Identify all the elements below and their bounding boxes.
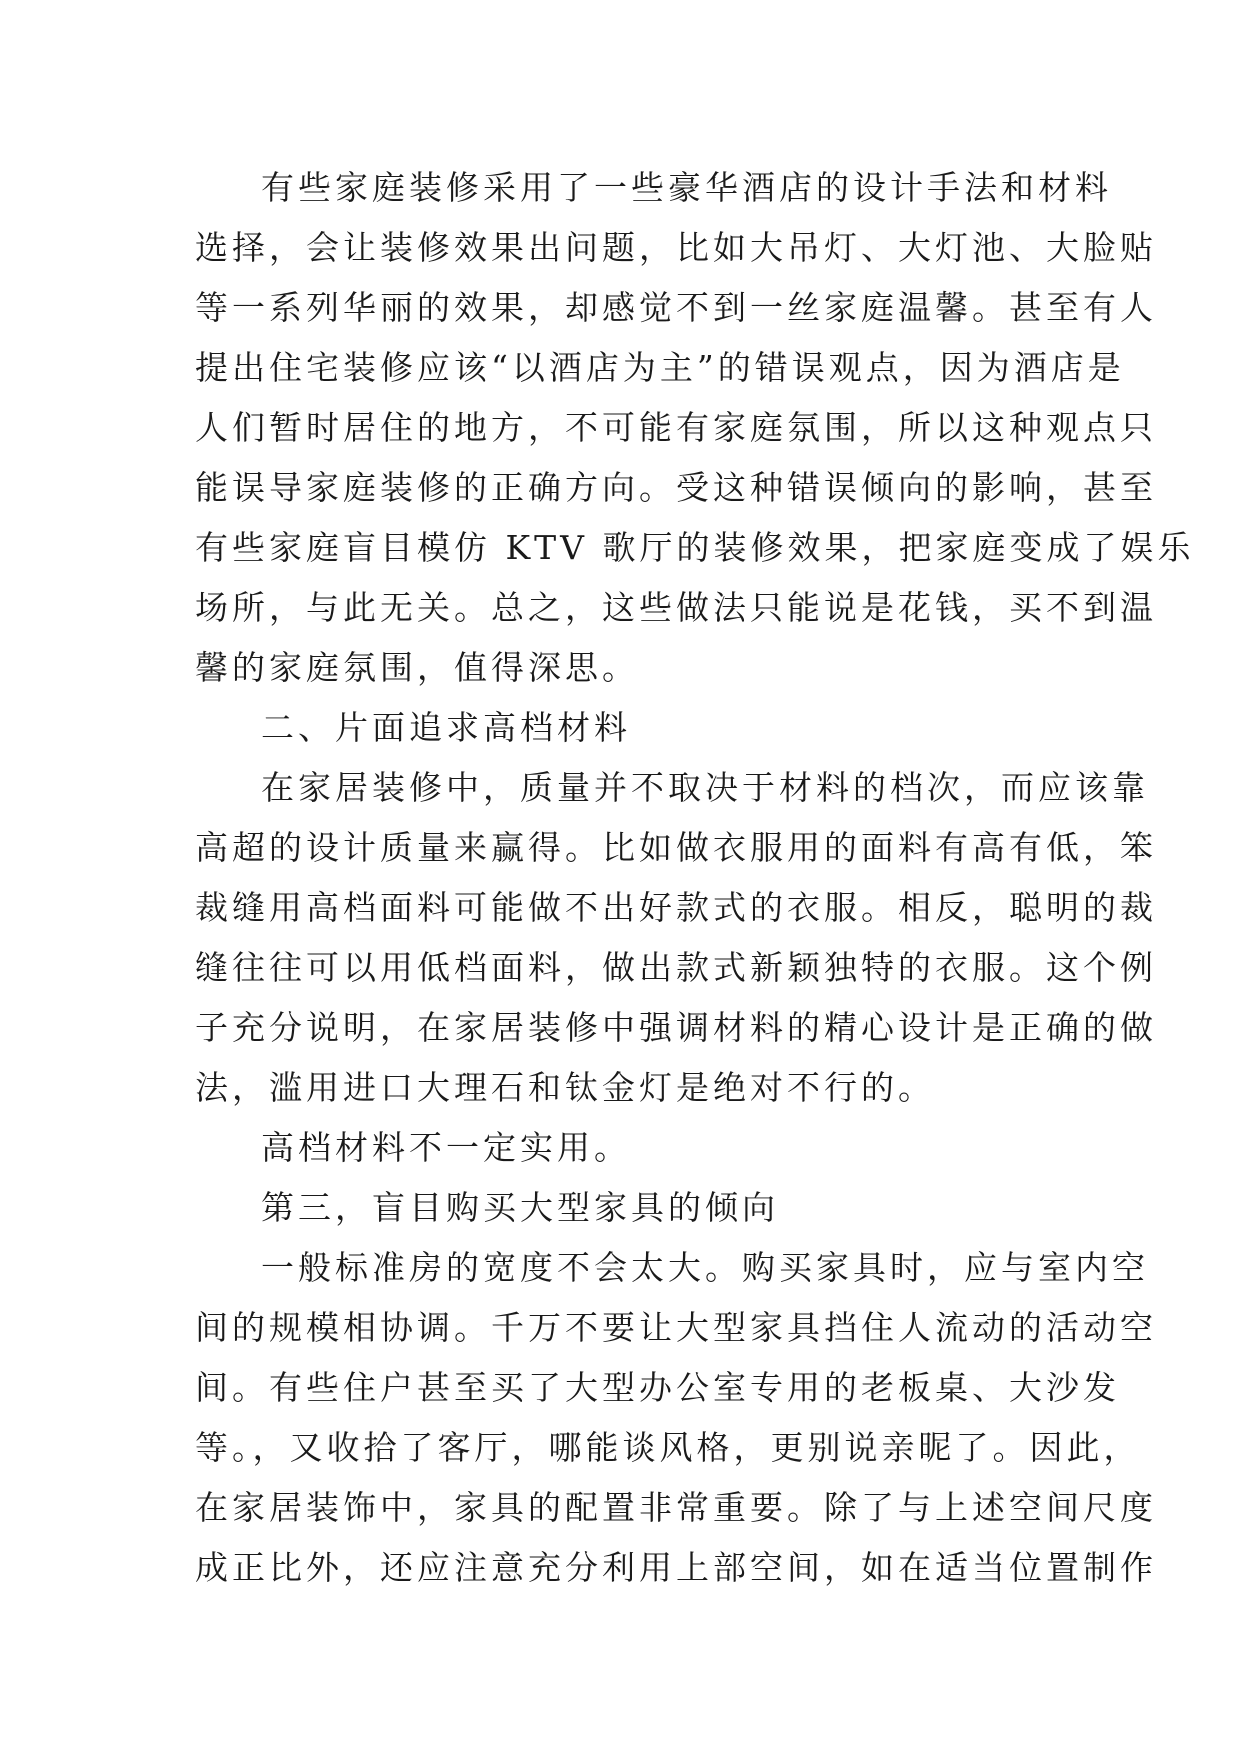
text-line: 间。有些住户甚至买了大型办公室专用的老板桌、大沙发 bbox=[195, 1368, 1120, 1407]
text-line: 场所，与此无关。总之，这些做法只能说是花钱，买不到温 bbox=[195, 588, 1157, 627]
text-line: 等一系列华丽的效果，却感觉不到一丝家庭温馨。甚至有人 bbox=[195, 288, 1157, 327]
text-line: 间的规模相协调。千万不要让大型家具挡住人流动的活动空 bbox=[195, 1308, 1157, 1347]
text-line: 提出住宅装修应该“以酒店为主”的错误观点，因为酒店是 bbox=[195, 348, 1125, 387]
text-line: 有些家庭盲目模仿 KTV 歌厅的装修效果，把家庭变成了娱乐 bbox=[195, 528, 1195, 567]
text-line: 能误导家庭装修的正确方向。受这种错误倾向的影响，甚至 bbox=[195, 468, 1157, 507]
text-line: 裁缝用高档面料可能做不出好款式的衣服。相反，聪明的裁 bbox=[195, 888, 1157, 927]
text-line: 二、片面追求高档材料 bbox=[261, 708, 631, 747]
text-line: 一般标准房的宽度不会太大。购买家具时，应与室内空 bbox=[261, 1248, 1149, 1287]
text-line: 高档材料不一定实用。 bbox=[261, 1128, 631, 1167]
text-line: 在家居装饰中，家具的配置非常重要。除了与上述空间尺度 bbox=[195, 1488, 1157, 1527]
text-line: 等。，又收拾了客厅，哪能谈风格，更别说亲昵了。因此， bbox=[195, 1428, 1141, 1467]
text-line: 缝往往可以用低档面料，做出款式新颖独特的衣服。这个例 bbox=[195, 948, 1157, 987]
text-line: 成正比外，还应注意充分利用上部空间，如在适当位置制作 bbox=[195, 1548, 1157, 1587]
text-line: 第三，盲目购买大型家具的倾向 bbox=[261, 1188, 779, 1227]
text-line: 高超的设计质量来赢得。比如做衣服用的面料有高有低，笨 bbox=[195, 828, 1157, 867]
text-line: 法，滥用进口大理石和钛金灯是绝对不行的。 bbox=[195, 1068, 935, 1107]
text-line: 子充分说明，在家居装修中强调材料的精心设计是正确的做 bbox=[195, 1008, 1157, 1047]
document-body bbox=[195, 158, 1195, 1598]
text-line: 选择，会让装修效果出问题，比如大吊灯、大灯池、大脸贴 bbox=[195, 228, 1157, 267]
text-line: 人们暂时居住的地方，不可能有家庭氛围，所以这种观点只 bbox=[195, 408, 1157, 447]
text-line: 馨的家庭氛围，值得深思。 bbox=[195, 648, 639, 687]
text-line: 在家居装修中，质量并不取决于材料的档次，而应该靠 bbox=[261, 768, 1149, 807]
text-line: 有些家庭装修采用了一些豪华酒店的设计手法和材料 bbox=[261, 168, 1112, 207]
